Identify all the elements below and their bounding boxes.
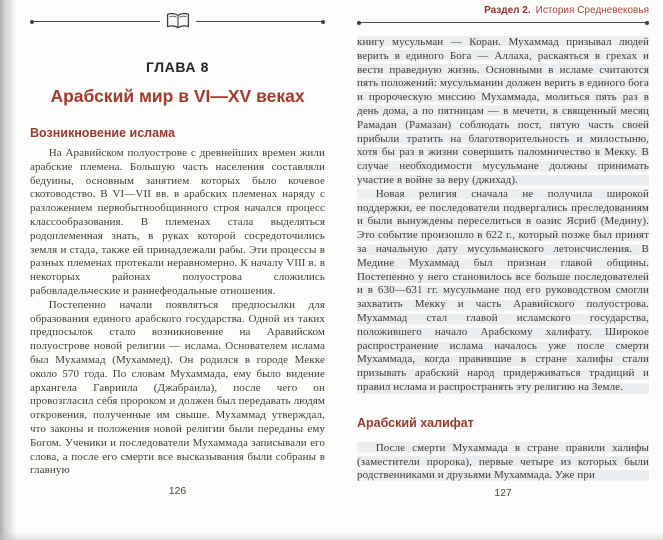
chapter-title: Арабский мир в VI—XV веках — [50, 86, 305, 106]
right-page-body-after-heading — [357, 442, 649, 483]
open-book-icon — [160, 12, 196, 30]
body-paragraph: После смерти Мухаммада в стране правили халифы (заместители пророка), первые четыре из которых были родственниками и друзьями Мухаммада. Уже при — [357, 441, 649, 482]
page-left — [30, 12, 325, 497]
running-header-section: Раздел 2. — [484, 5, 531, 16]
page-edge-shadow-bottom — [0, 532, 663, 540]
body-paragraph: На Аравийском полуострове с древнейших времен жили арабские племена. Большую часть населения составляли бедуины, основным занятием которых было кочевое скотоводство. В VI—VII вв. в арабских племенах наряду с разложением первобытнообщинного строя начался процесс классообразования. В племенах стала выделяться родоплеменная знать, в руках которой сосредоточились земля и стада, также ей принадлежали рабы. Эти процессы в разных племенах протекали неравномерно. К началу VIII в. в некоторых районах полуострова сложились рабовладельческие и раннефеодальные отношения. — [30, 147, 325, 297]
section-heading-arab-caliphate: Арабский халифат — [357, 415, 474, 430]
header-rule — [357, 22, 649, 23]
running-header-title: История Средневековья — [535, 5, 649, 16]
section-heading-islam-origin: Возникновение ислама — [30, 126, 176, 140]
page-number-left: 126 — [168, 485, 187, 498]
chapter-kicker: ГЛАВА 8 — [146, 59, 209, 75]
page-right — [357, 4, 649, 499]
running-header — [357, 4, 649, 17]
body-paragraph: Постепенно начали появляться предпосылки для образования единого арабского государства. Одной из таких предпосылок стало возникновение на Аравийском полуострове новой религии — ислама. Основателем ислама был Мухаммад (Мухаммед). Он родился в городе Мекке около 570 года. По словам Мухаммада, ему было видение архангела Гавриила (Джабраила), после чего он провозгласил себя пророком и должен был передавать людям откровения, полученные им свыше. Мухаммад утверждал, что законы и положения новой религии были переданы ему Богом. Ученики и последователи Мухаммада записывали его слова, а после его смерти все высказывания были собраны в главную — [30, 298, 325, 477]
chapter-ornament — [30, 12, 325, 30]
body-paragraph: книгу мусульман — Коран. Мухаммад призывал людей верить в единого Бога — Аллаха, раскаяться в грехах и вести праведную жизнь. Основными в исламе считаются пять положений: мусульманин должен верить в единого бога и пророческую миссию Мухаммада, молиться пять раз в день дома, а по пятницам — в мечети, в священный месяц Рамадан (Рамазан) соблюдать пост, пятую часть своей прибыли тратить на благотворительность и милостыню, хотя бы раз в жизни совершить паломничество в Мекку. В случае необходимости мусульмане должны принимать участие в войне за веру (джихад). — [357, 36, 649, 186]
right-page-body — [357, 36, 649, 395]
page-edge-shadow-left — [0, 0, 16, 540]
body-paragraph: Новая религия сначала не получила широкой поддержки, ее последователи подвергались преследованиям и были вынуждены переселиться в оазис Ясриб (Медину). Это событие произошло в 622 г., который позже был принят за начальную дату мусульманского летоисчисления. В Медине Мухаммад был признан главой общины. Постепенно у него становилось все больше последователей и в 630—631 гг. мусульмане под его руководством смогли захватить Мекку и часть Аравийского полуострова. Мухаммад стал главой исламского государства, положившего начало Арабскому халифату. Широкое распространение ислама началось уже после смерти Мухаммада, когда правившие в стране халифы стали призывать арабский народ придерживаться традиций и правил ислама и распространять эту религию на Земле. — [357, 187, 649, 393]
page-number-right: 127 — [494, 487, 512, 500]
left-page-body — [30, 147, 325, 478]
